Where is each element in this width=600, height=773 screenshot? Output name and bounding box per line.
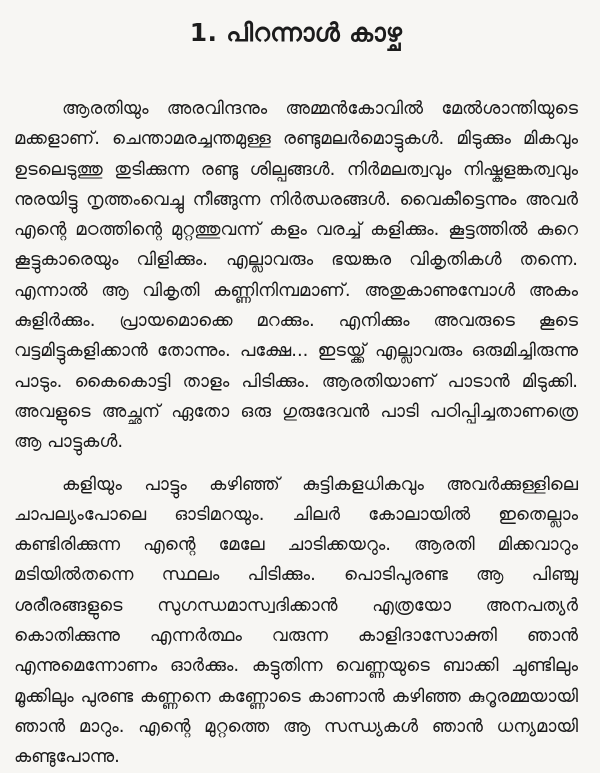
paragraph-2: കളിയും പാട്ടും കഴിഞ്ഞ് കുട്ടികളധികവും അവർക്കുള്ളിലെ ചാപല്യംപോലെ ഓടിമറയും. ചിലർ കോലായിൽ ഇതെല്ലാം കണ്ടിരിക്കുന്ന എന്റെ മേലേ ചാടിക്കയറും. ആരതി മിക്കവാറും മടിയിൽതന്നെ സ്ഥലം പിടിക്കും. പൊടിപുരണ്ട ആ പിഞ്ചു ശരീരങ്ങളുടെ സുഗന്ധമാസ്വദിക്കാൻ എത്രയോ അനപത്യർ കൊതിക്കുന്നു എന്നർത്ഥം വരുന്ന കാളിദാസോക്തി ഞാൻ എന്നുമെന്നോണം ഓർക്കും. കട്ടുതിന്ന വെണ്ണയുടെ ബാക്കി ചുണ്ടിലും മൂക്കിലും പുരണ്ട കണ്ണനെ കണ്ണോടെ കാണാൻ കഴിഞ്ഞ കുറൂരമ്മയായി ഞാൻ മാറും. എന്റെ മുറ്റത്തെ ആ സന്ധ്യകൾ ഞാൻ ധന്യമായി കണ്ടുപോന്നു. [14, 473, 578, 768]
chapter-title: 1. പിറന്നാൾ കാഴ്ച [189, 18, 403, 47]
paragraph-1: ആരതിയും അരവിന്ദനും അമ്മൻകോവിൽ മേൽശാന്തിയുടെ മക്കളാണ്. ചെന്താമരച്ചന്തമുള്ള രണ്ടുമലർമൊട്ടുകൾ. മിടുക്കും മികവും ഉടലെടുത്തു തുടിക്കുന്ന രണ്ടു ശില്പങ്ങൾ. നിർമലത്വവും നിഷ്കളങ്കത്വവും നുരയിട്ടു നൃത്തംവെച്ചു നീങ്ങുന്ന നിർഝരങ്ങൾ. വൈകീട്ടെന്നും അവർ എന്റെ മഠത്തിന്റെ മുറ്റത്തുവന്ന് കളം വരച്ച് കളിക്കും. കൂട്ടത്തിൽ കുറെ കൂട്ടുകാരെയും വിളിക്കും. എല്ലാവരും ഭയങ്കര വികൃതികൾ തന്നെ. എന്നാൽ ആ വികൃതി കണ്ണിനിമ്പമാണ്. അതുകാണുമ്പോൾ അകം കുളിർക്കും. പ്രായമൊക്കെ മറക്കും. എനിക്കും അവരുടെ കൂടെ വട്ടമിട്ടുകളിക്കാൻ തോന്നും. പക്ഷേ... ഇടയ്ക്ക് എല്ലാവരും ഒരുമിച്ചിരുന്നു പാടും. കൈകൊട്ടി താളം പിടിക്കും. ആരതിയാണ് പാടാൻ മിടുക്കി. അവളുടെ അച്ഛന് ഏതോ ഒരു ഗുരുദേവൻ പാടി പഠിപ്പിച്ചതാണത്രെ ആ പാട്ടുകൾ. [14, 98, 578, 453]
